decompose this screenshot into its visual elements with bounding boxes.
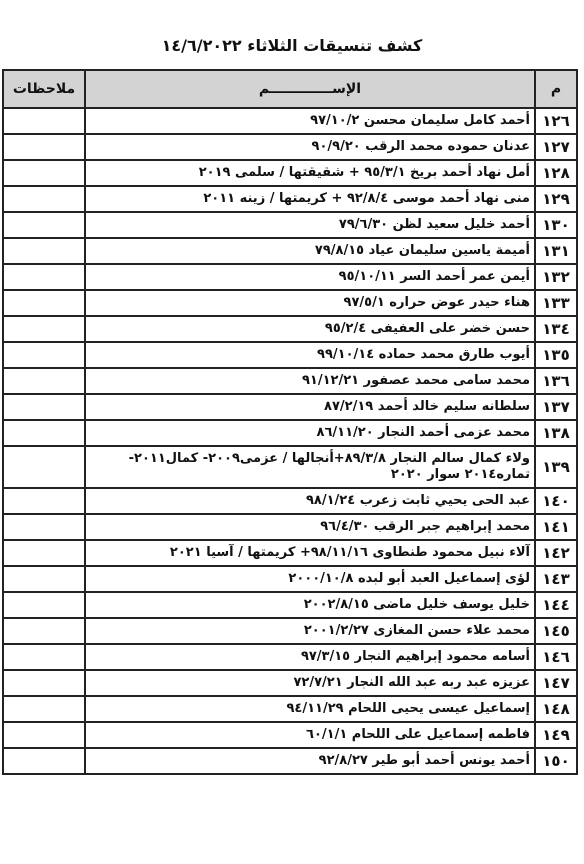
table-row [3, 342, 577, 368]
table-row [3, 446, 577, 488]
row-number: ١٤٥ [535, 618, 577, 644]
table-row [3, 160, 577, 186]
row-number: ١٢٩ [535, 186, 577, 212]
table-row [3, 186, 577, 212]
table-row [3, 748, 577, 774]
row-name: إسماعيل عيسى يحيى اللحام ٩٤/١١/٢٩ [85, 696, 535, 722]
table-row [3, 514, 577, 540]
row-notes [3, 540, 85, 566]
table-row [3, 670, 577, 696]
row-name: هناء حيدر عوض حراره ٩٧/٥/١ [85, 290, 535, 316]
row-notes [3, 748, 85, 774]
row-name: عدنان حموده محمد الرقب ٩٠/٩/٢٠ [85, 134, 535, 160]
row-name: أميمة ياسين سليمان عياد ٧٩/٨/١٥ [85, 238, 535, 264]
row-number: ١٣٧ [535, 394, 577, 420]
row-number: ١٤٩ [535, 722, 577, 748]
header-num: م [535, 70, 577, 108]
row-number: ١٤٨ [535, 696, 577, 722]
row-name: أيمن عمر أحمد السر ٩٥/١٠/١١ [85, 264, 535, 290]
row-notes [3, 420, 85, 446]
table-row [3, 722, 577, 748]
row-number: ١٤١ [535, 514, 577, 540]
row-notes [3, 394, 85, 420]
row-number: ١٤٦ [535, 644, 577, 670]
row-number: ١٤٢ [535, 540, 577, 566]
row-name: منى نهاد أحمد موسى ٩٢/٨/٤ + كريمتها / زينه ٢٠١١ [85, 186, 535, 212]
row-number: ١٤٧ [535, 670, 577, 696]
row-notes [3, 644, 85, 670]
row-number: ١٣٣ [535, 290, 577, 316]
row-number: ١٤٠ [535, 488, 577, 514]
table-row [3, 644, 577, 670]
row-notes [3, 290, 85, 316]
table-row [3, 264, 577, 290]
row-notes [3, 160, 85, 186]
table-header-row [3, 70, 577, 108]
row-notes [3, 696, 85, 722]
row-number: ١٤٤ [535, 592, 577, 618]
row-name: أحمد كامل سليمان محسن ٩٧/١٠/٢ [85, 108, 535, 134]
row-number: ١٤٣ [535, 566, 577, 592]
row-notes [3, 446, 85, 488]
row-notes [3, 264, 85, 290]
row-number: ١٥٠ [535, 748, 577, 774]
row-notes [3, 592, 85, 618]
row-name: عبد الحى يحيي ثابت زعرب ٩٨/١/٢٤ [85, 488, 535, 514]
row-notes [3, 316, 85, 342]
page-title: كشف تنسيقات الثلاثاء ١٤/٦/٢٠٢٢ [161, 36, 423, 55]
table-row [3, 420, 577, 446]
row-number: ١٣٩ [535, 446, 577, 488]
table-row [3, 540, 577, 566]
row-notes [3, 186, 85, 212]
row-name: أيوب طارق محمد حماده ٩٩/١٠/١٤ [85, 342, 535, 368]
row-notes [3, 722, 85, 748]
row-notes [3, 670, 85, 696]
table-row [3, 134, 577, 160]
table-row [3, 316, 577, 342]
records-table [2, 69, 578, 775]
row-notes [3, 134, 85, 160]
row-number: ١٣٦ [535, 368, 577, 394]
row-number: ١٣٨ [535, 420, 577, 446]
row-number: ١٣٥ [535, 342, 577, 368]
row-name: ولاء كمال سالم النجار ٨٩/٣/٨+أنجالها / عزمى٢٠٠٩- كمال٢٠١١- تماره٢٠١٤ سوار ٢٠٢٠ [85, 446, 535, 488]
row-name: أسامه محمود إبراهيم النجار ٩٧/٣/١٥ [85, 644, 535, 670]
row-number: ١٢٨ [535, 160, 577, 186]
row-name: لؤى إسماعيل العبد أبو لبده ٢٠٠٠/١٠/٨ [85, 566, 535, 592]
row-name: فاطمه إسماعيل على اللحام ٦٠/١/١ [85, 722, 535, 748]
row-name: خليل يوسف خليل ماضى ٢٠٠٢/٨/١٥ [85, 592, 535, 618]
table-row [3, 618, 577, 644]
row-name: محمد علاء حسن المغازى ٢٠٠١/٢/٢٧ [85, 618, 535, 644]
row-name: أحمد خليل سعيد لظن ٧٩/٦/٣٠ [85, 212, 535, 238]
row-number: ١٢٦ [535, 108, 577, 134]
row-name: محمد إبراهيم جبر الرقب ٩٦/٤/٣٠ [85, 514, 535, 540]
row-number: ١٣١ [535, 238, 577, 264]
row-number: ١٣٤ [535, 316, 577, 342]
row-notes [3, 618, 85, 644]
row-name: حسن خضر على العفيفى ٩٥/٢/٤ [85, 316, 535, 342]
table-row [3, 368, 577, 394]
row-name: أمل نهاد أحمد بريخ ٩٥/٣/١ + شقيقتها / سلمى ٢٠١٩ [85, 160, 535, 186]
table-row [3, 566, 577, 592]
table-row [3, 212, 577, 238]
row-number: ١٣٠ [535, 212, 577, 238]
row-name: آلاء نبيل محمود طنطاوى ٩٨/١١/١٦+ كريمتها / آسيا ٢٠٢١ [85, 540, 535, 566]
row-number: ١٣٢ [535, 264, 577, 290]
row-name: عزيزه عبد ربه عبد الله النجار ٧٢/٧/٢١ [85, 670, 535, 696]
row-notes [3, 368, 85, 394]
row-notes [3, 342, 85, 368]
row-notes [3, 514, 85, 540]
table-row [3, 394, 577, 420]
table-row [3, 290, 577, 316]
row-number: ١٢٧ [535, 134, 577, 160]
table-row [3, 108, 577, 134]
row-name: أحمد يونس أحمد أبو طير ٩٢/٨/٢٧ [85, 748, 535, 774]
row-name: محمد عزمى أحمد النجار ٨٦/١١/٢٠ [85, 420, 535, 446]
table-row [3, 238, 577, 264]
row-notes [3, 212, 85, 238]
table-row [3, 592, 577, 618]
row-notes [3, 488, 85, 514]
header-name: الإســـــــــــــم [85, 70, 535, 108]
header-notes: ملاحظات [3, 70, 85, 108]
row-notes [3, 238, 85, 264]
table-row [3, 696, 577, 722]
row-name: سلطانه سليم خالد أحمد ٨٧/٢/١٩ [85, 394, 535, 420]
row-notes [3, 108, 85, 134]
row-name: محمد سامى محمد عصفور ٩١/١٢/٢١ [85, 368, 535, 394]
row-notes [3, 566, 85, 592]
table-row [3, 488, 577, 514]
